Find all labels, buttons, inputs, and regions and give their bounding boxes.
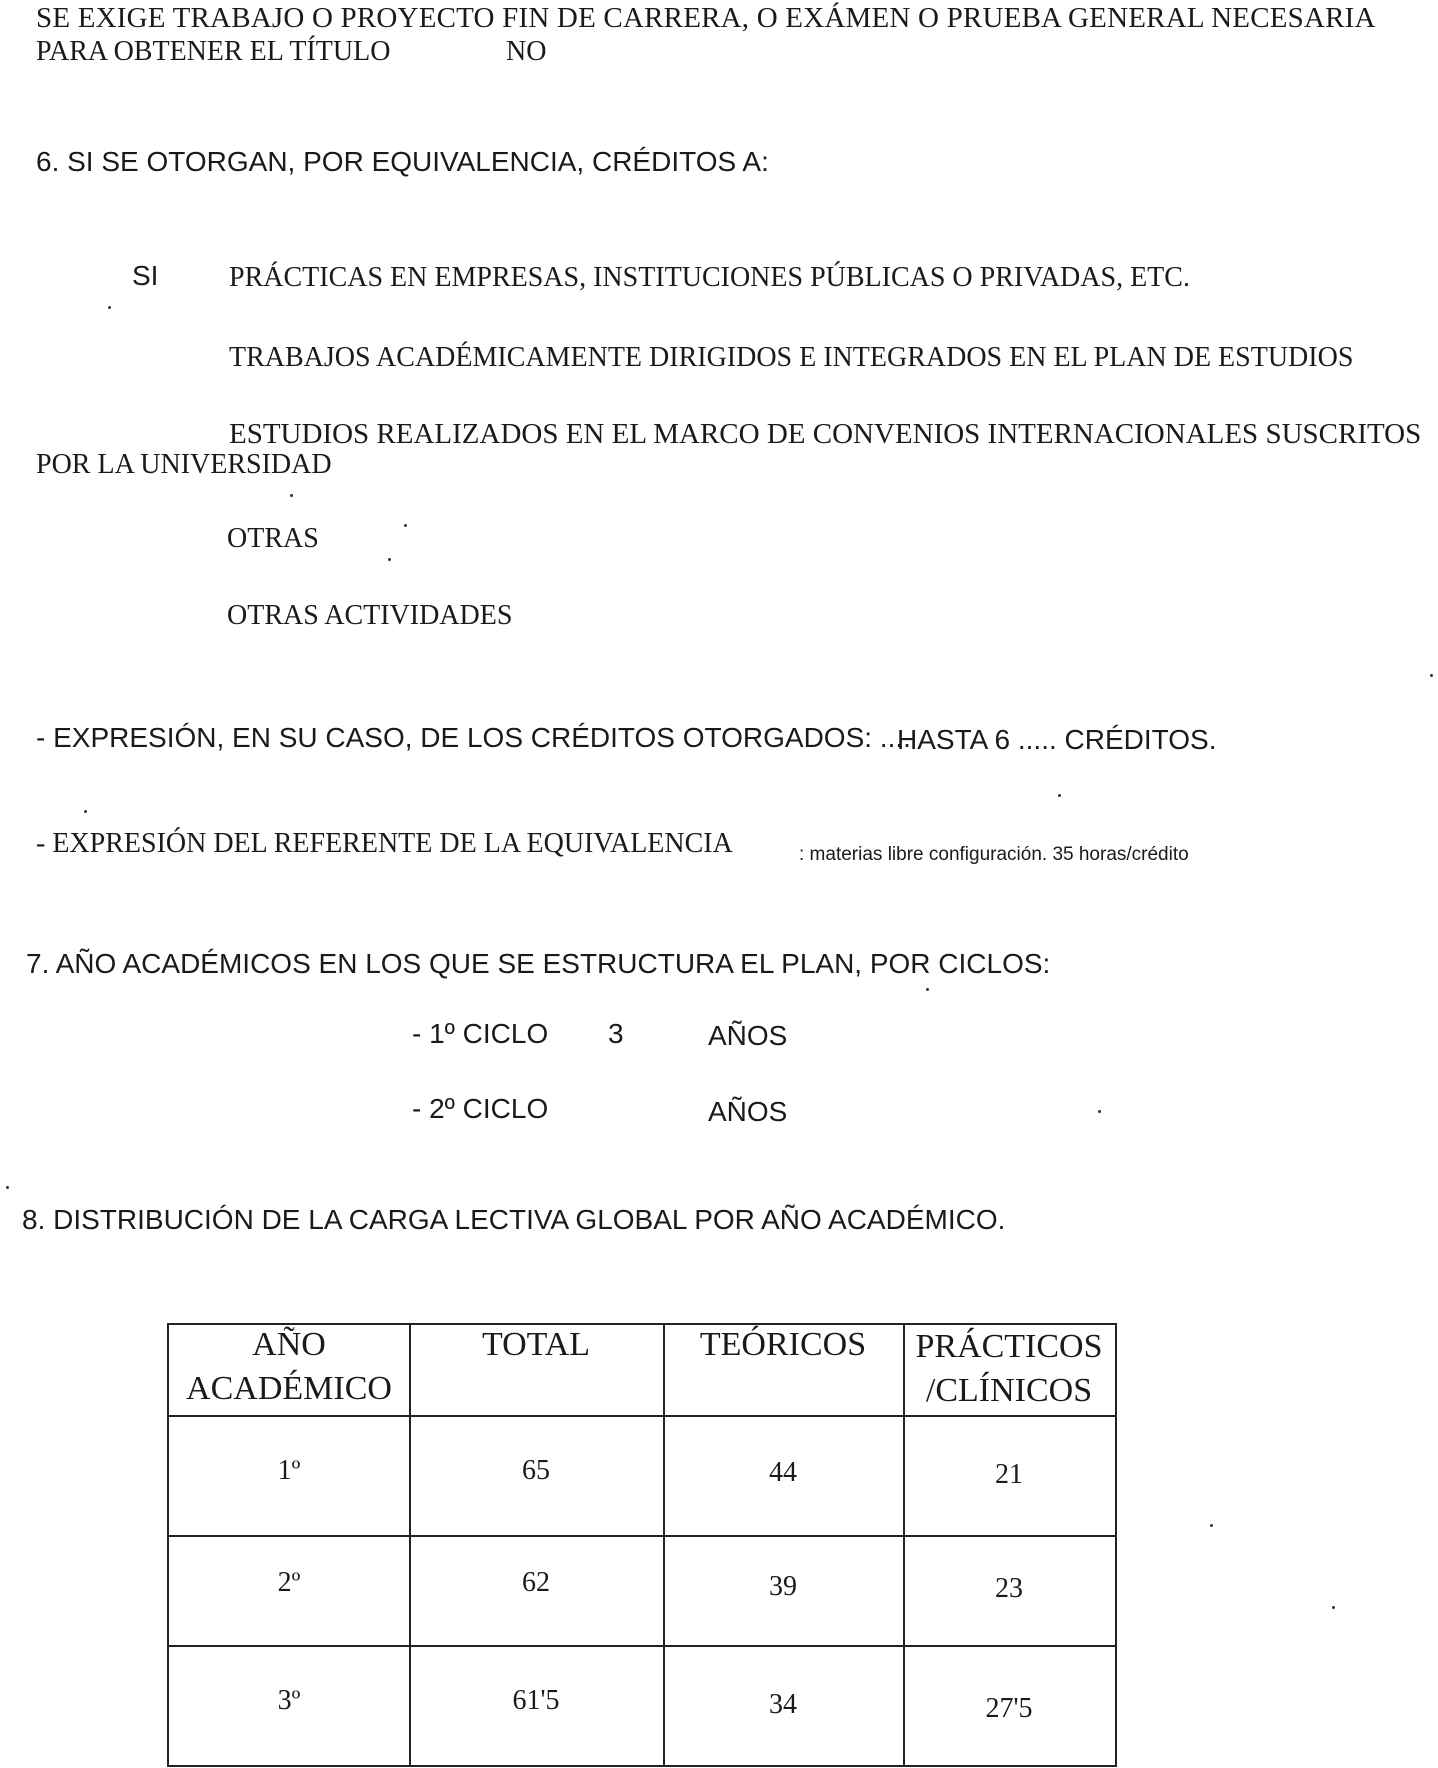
scan-speck — [84, 810, 87, 813]
requirement-line-2: PARA OBTENER EL TÍTULO — [36, 36, 391, 67]
row-2-teoricos: 39 — [769, 1571, 797, 1602]
requirement-line-1: SE EXIGE TRABAJO O PROYECTO FIN DE CARRERA, O EXÁMEN O PRUEBA GENERAL NECESARIA — [36, 2, 1376, 34]
scan-speck — [6, 1186, 9, 1189]
row-1-total: 65 — [522, 1455, 550, 1486]
scan-speck — [290, 494, 293, 497]
option-practicas: PRÁCTICAS EN EMPRESAS, INSTITUCIONES PÚBLICAS O PRIVADAS, ETC. — [229, 262, 1190, 293]
scan-speck — [388, 558, 391, 561]
option-otras-actividades: OTRAS ACTIVIDADES — [227, 600, 513, 631]
row-1-practicos: 21 — [995, 1459, 1023, 1490]
header-anio: AÑO ACADÉMICO — [186, 1326, 392, 1407]
scan-speck — [926, 988, 929, 991]
row-3-anio: 3º — [277, 1685, 301, 1716]
cycle-1-label: - 1º CICLO — [412, 1018, 549, 1049]
cycle-2-unit: AÑOS — [708, 1096, 788, 1127]
scan-speck — [1058, 794, 1061, 797]
row-3-practicos: 27'5 — [985, 1693, 1033, 1724]
scan-speck — [404, 524, 407, 527]
cycle-1-unit: AÑOS — [708, 1020, 788, 1051]
header-practicos: PRÁCTICOS /CLÍNICOS — [915, 1328, 1103, 1409]
option-otras: OTRAS — [227, 523, 319, 554]
requirement-value: NO — [506, 36, 547, 67]
row-1-anio: 1º — [277, 1455, 301, 1486]
scan-speck — [108, 306, 111, 309]
row-2-total: 62 — [522, 1567, 550, 1598]
section-6-heading: 6. SI SE OTORGAN, POR EQUIVALENCIA, CRÉDITOS A: — [36, 146, 769, 177]
option-estudios-cont: POR LA UNIVERSIDAD — [36, 449, 332, 480]
credit-load-table — [167, 1323, 1117, 1767]
scan-speck — [1332, 1606, 1335, 1609]
row-2-practicos: 23 — [995, 1573, 1023, 1604]
scan-speck — [1430, 674, 1433, 677]
scan-speck — [1210, 1524, 1213, 1527]
credits-value: HASTA 6 ..... CRÉDITOS. — [897, 724, 1217, 755]
cycle-2-label: - 2º CICLO — [412, 1093, 549, 1124]
option-mark-si: SI — [132, 260, 159, 291]
row-3-total: 61'5 — [512, 1685, 560, 1716]
section-8-heading: 8. DISTRIBUCIÓN DE LA CARGA LECTIVA GLOBAL POR AÑO ACADÉMICO. — [22, 1204, 1006, 1235]
section-7-heading: 7. AÑO ACADÉMICOS EN LOS QUE SE ESTRUCTURA EL PLAN, POR CICLOS: — [26, 948, 1051, 979]
referent-label: - EXPRESIÓN DEL REFERENTE DE LA EQUIVALENCIA — [36, 828, 733, 859]
row-3-teoricos: 34 — [769, 1689, 797, 1720]
option-estudios: ESTUDIOS REALIZADOS EN EL MARCO DE CONVENIOS INTERNACIONALES SUSCRITOS — [229, 418, 1422, 450]
row-2-anio: 2º — [277, 1567, 301, 1598]
header-teoricos: TEÓRICOS — [699, 1326, 867, 1363]
row-1-teoricos: 44 — [769, 1457, 797, 1488]
scan-speck — [1098, 1110, 1101, 1113]
option-trabajos: TRABAJOS ACADÉMICAMENTE DIRIGIDOS E INTEGRADOS EN EL PLAN DE ESTUDIOS — [229, 342, 1354, 373]
cycle-1-years: 3 — [608, 1018, 624, 1049]
referent-value: : materias libre configuración. 35 horas/crédito — [799, 844, 1189, 865]
header-total: TOTAL — [481, 1326, 591, 1363]
credits-line: - EXPRESIÓN, EN SU CASO, DE LOS CRÉDITOS OTORGADOS: .... — [36, 722, 911, 753]
